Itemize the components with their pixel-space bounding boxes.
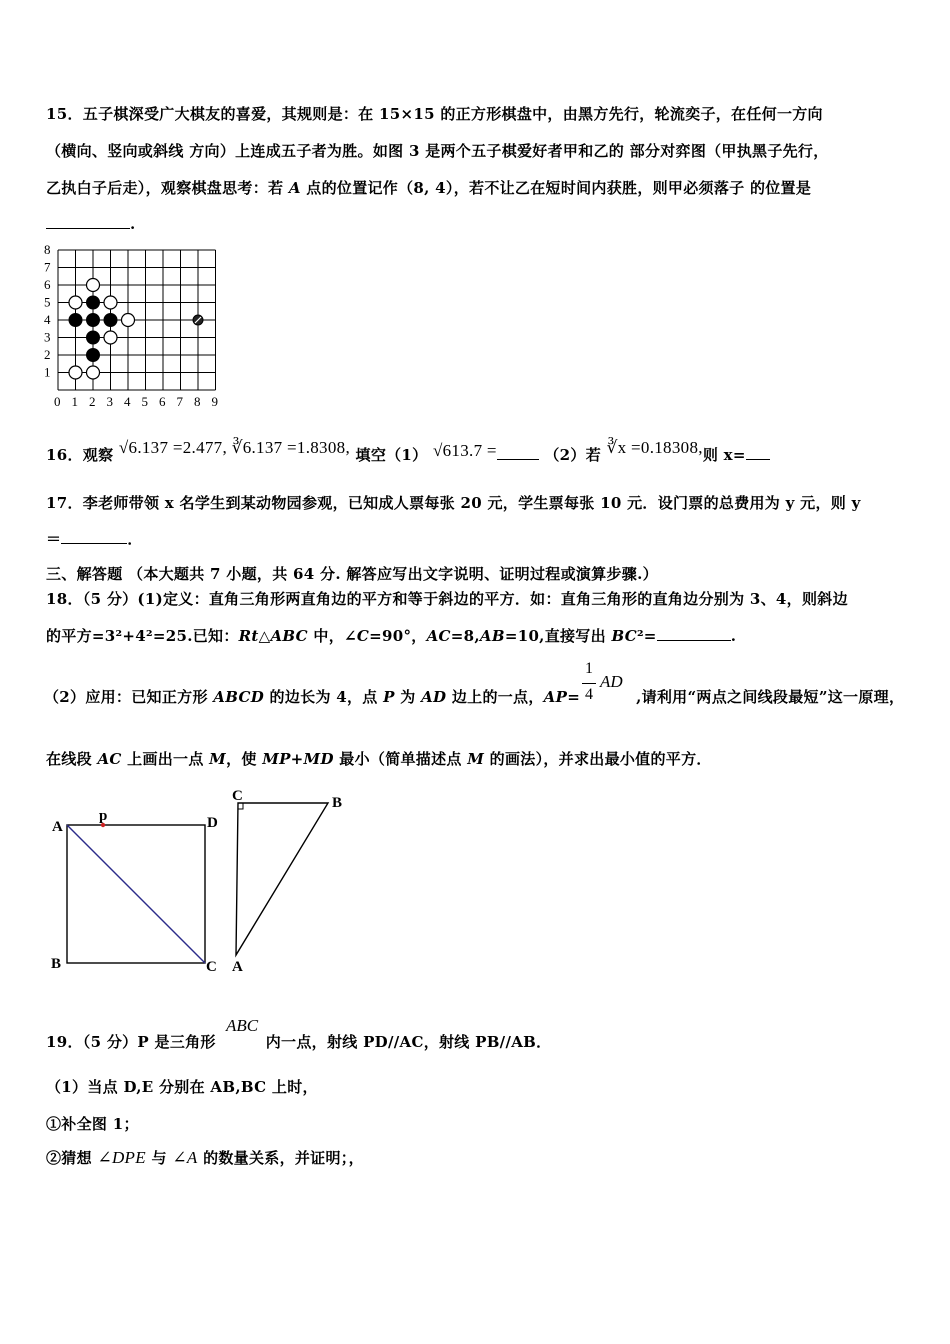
x-axis-label: 6 xyxy=(159,394,166,409)
q18-l2-rt-abc: Rt△ABC xyxy=(238,627,308,645)
y-axis-label: 1 xyxy=(44,364,51,380)
q18-l3-eq: = xyxy=(567,688,581,706)
q18-l3-p: P xyxy=(383,688,395,706)
q19-l4-b: 与 xyxy=(151,1149,167,1167)
q18-l2-l: . xyxy=(730,627,737,645)
label-p: p xyxy=(99,808,108,824)
q18-l2-ab: AB xyxy=(479,627,505,645)
white-stone xyxy=(87,279,100,292)
y-axis-label: 7 xyxy=(44,259,51,275)
y-axis-label: 3 xyxy=(44,329,51,345)
q19-line3: ①补全图 1； xyxy=(46,1115,139,1133)
q19-math-abc: ABC xyxy=(226,1016,259,1035)
y-axis-label: 5 xyxy=(44,294,51,310)
q18-l4-mpmd: MP+MD xyxy=(262,750,334,768)
q18-l4-c: 上画出一点 xyxy=(121,750,210,768)
q18-l3-ap: AP xyxy=(543,688,568,706)
q18-l2-g: =8, xyxy=(450,627,480,645)
q18-l2-bc: BC xyxy=(611,627,637,645)
diagonal-ac xyxy=(67,825,205,963)
q18-l2-i: =10,直接写出 xyxy=(504,627,612,645)
q16-blank-2[interactable] xyxy=(746,445,770,460)
q18-l3-j: ,请利用“两点之间线段最短”这一原理， xyxy=(636,688,905,706)
q15-answer-line xyxy=(46,214,136,233)
q18-l3-g: 边上的一点， xyxy=(446,688,544,706)
q18-l3-a: （2）应用：已知正方形 xyxy=(44,688,214,706)
x-axis-label: 2 xyxy=(89,394,96,409)
q19-l1-b: 内一点，射线 PD//AC，射线 PB//AB． xyxy=(265,1033,552,1051)
white-stone xyxy=(104,331,117,344)
q18-l2-k: ²= xyxy=(636,627,657,645)
white-stone xyxy=(87,366,100,379)
x-axis-label: 7 xyxy=(176,394,183,409)
x-axis-label: 8 xyxy=(194,394,201,409)
y-axis-label: 8 xyxy=(44,242,51,257)
y-axis-label: 6 xyxy=(44,277,51,292)
label-b: B xyxy=(51,956,62,972)
q18-fraction-denominator: 4 xyxy=(585,686,593,703)
q16-blank-1[interactable] xyxy=(497,445,539,460)
x-axis-label: 5 xyxy=(141,394,148,409)
q18-fraction-numerator: 1 xyxy=(585,660,593,677)
q18-l3-e: 为 xyxy=(394,688,422,706)
q16-then-x: 则 x= xyxy=(702,446,746,464)
go-board-figure xyxy=(40,240,240,412)
y-axis-label: 4 xyxy=(44,312,51,327)
q15-line2: （横向、竖向或斜线 方向）上连成五子者为胜。如图 3 是两个五子棋爱好者甲和乙的 部分对弈图（甲执黑子先行， xyxy=(46,142,829,160)
black-stone xyxy=(87,331,100,344)
q19-l1-a: 19．（5 分）P 是三角形 xyxy=(46,1033,216,1051)
q18-l4-a: 在线段 xyxy=(46,750,98,768)
q18-line2 xyxy=(46,625,736,646)
section-3-heading: 三、解答题 （本大题共 7 小题，共 64 分. 解答应写出文字说明、证明过程或演算步骤.） xyxy=(46,565,658,583)
tri-label-a: A xyxy=(232,959,243,975)
q16-math-observe: √6.137 =2.477, ∛6.137 =1.8308, xyxy=(118,438,350,457)
q18-l3-c: 的边长为 4，点 xyxy=(264,688,384,706)
q16-fill-label: 填空（1） xyxy=(355,446,428,464)
q16-label: 16．观察 xyxy=(46,446,114,464)
q18-l4-m2: M xyxy=(467,750,485,768)
black-stone xyxy=(69,314,82,327)
q18-line3 xyxy=(44,686,904,707)
q18-l4-e: ，使 xyxy=(226,750,263,768)
q18-l4-ac: AC xyxy=(97,750,122,768)
q15-line3-text-a: 乙执白子后走），观察棋盘思考：若 xyxy=(46,179,289,197)
label-a: A xyxy=(52,819,63,835)
q16-math-cbrt: ∛x =0.18308, xyxy=(606,438,703,457)
x-axis-label: 3 xyxy=(106,394,113,409)
x-axis-label: 4 xyxy=(124,394,131,409)
q18-l2-a: 的平方=3²+4²=25.已知： xyxy=(46,627,239,645)
q15-line3-text-c: 点的位置记作（8, 4），若不让乙在短时间内获胜，则甲必须落子 的位置是 xyxy=(300,179,812,197)
q18-line4 xyxy=(46,748,712,769)
black-stone xyxy=(87,296,100,309)
q19-l4-c: 的数量关系，并证明；， xyxy=(203,1149,364,1167)
q15-line1: 15．五子棋深受广大棋友的喜爱，其规则是：在 15×15 的正方形棋盘中，由黑方先行，轮流奕子，在任何一方向 xyxy=(46,105,823,123)
tri-label-b: B xyxy=(332,795,343,811)
q18-line1: 18．（5 分）(1)定义：直角三角形两直角边的平方和等于斜边的平方．如：直角三角形的直角边分别为 3、4，则斜边 xyxy=(46,590,848,608)
x-axis-label: 1 xyxy=(71,394,78,409)
q15-point-a: A xyxy=(288,179,301,197)
q19-line1 xyxy=(46,1031,551,1052)
q17-equals: ＝ xyxy=(46,530,62,548)
q18-fraction-bar xyxy=(582,683,596,684)
q17-period: ． xyxy=(127,530,143,548)
q16-part2-label: （2）若 xyxy=(544,446,601,464)
q18-answer-blank[interactable] xyxy=(657,626,731,641)
q18-fraction-ad: AD xyxy=(600,672,623,691)
q18-l2-e: =90°， xyxy=(369,627,427,645)
q18-l2-ac: AC xyxy=(426,627,451,645)
q17-line1: 17．李老师带领 x 名学生到某动物园参观，已知成人票每张 20 元，学生票每张 10 元．设门票的总费用为 y 元，则 y xyxy=(46,494,861,512)
y-axis-label: 2 xyxy=(44,347,51,362)
black-stone xyxy=(104,314,117,327)
right-triangle-figure xyxy=(226,785,356,975)
q15-period: . xyxy=(130,215,136,233)
white-stone xyxy=(69,366,82,379)
q15-answer-blank[interactable] xyxy=(46,214,130,229)
q19-math-a: ∠A xyxy=(172,1148,198,1167)
q18-l2-angle-c: C xyxy=(356,627,370,645)
q18-l4-g: 最小（简单描述点 xyxy=(333,750,468,768)
q19-line4 xyxy=(46,1147,364,1168)
q18-l3-abcd: ABCD xyxy=(213,688,265,706)
q18-l4-i: 的画法），并求出最小值的平方． xyxy=(484,750,712,768)
white-stone xyxy=(69,296,82,309)
q19-l4-a: ②猜想 xyxy=(46,1149,92,1167)
q18-l2-c: 中，∠ xyxy=(307,627,357,645)
q16-line xyxy=(46,438,770,465)
black-stone xyxy=(87,349,100,362)
q19-line2: （1）当点 D,E 分别在 AB,BC 上时， xyxy=(46,1078,318,1096)
q18-l3-ad: AD xyxy=(421,688,447,706)
triangle-outline xyxy=(236,803,328,955)
x-axis-label: 9 xyxy=(211,394,218,409)
square-abcd-figure xyxy=(44,800,234,980)
label-d: D xyxy=(207,815,218,831)
label-c: C xyxy=(206,959,217,975)
q18-l4-m: M xyxy=(209,750,227,768)
black-stone xyxy=(87,314,100,327)
tri-label-c: C xyxy=(232,788,243,804)
white-stone xyxy=(104,296,117,309)
q17-line2 xyxy=(46,528,143,549)
x-axis-label: 0 xyxy=(54,394,61,409)
q16-math-sqrt: √613.7 = xyxy=(433,441,497,460)
q15-line3 xyxy=(46,177,811,198)
q17-answer-blank[interactable] xyxy=(61,529,127,544)
q19-math-dpe: ∠DPE xyxy=(97,1148,146,1167)
white-stone xyxy=(122,314,135,327)
